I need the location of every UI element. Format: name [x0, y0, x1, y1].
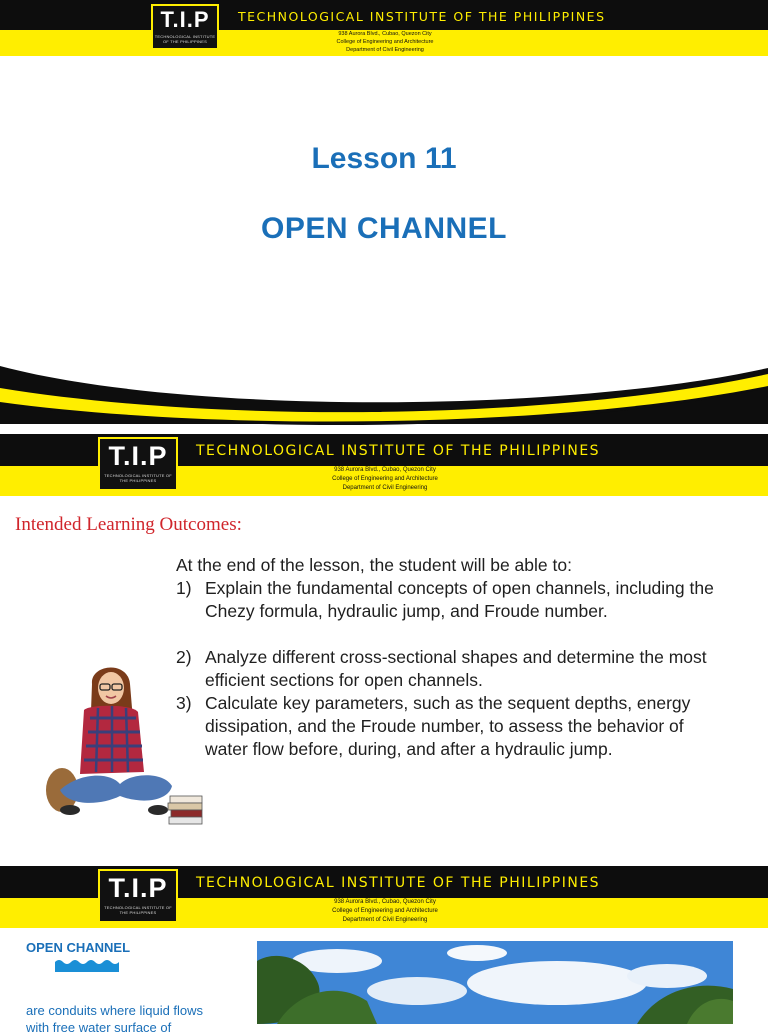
address-line-3: Department of Civil Engineering [342, 917, 428, 923]
tip-logo [98, 869, 178, 923]
lesson-title: OPEN CHANNEL [260, 212, 507, 245]
address-line-2: College of Engineering and Architecture [332, 476, 438, 482]
tip-logo-letters: T.I.P [160, 7, 210, 32]
outcome-text: Explain the fundamental concepts of open channels, including the Chezy formula, hydraulic jump, and Froude number. [205, 578, 714, 621]
address-line-2: College of Engineering and Architecture [332, 908, 438, 914]
tip-logo-subtitle: TECHNOLOGICAL INSTITUTE OF THE PHILIPPINES [154, 34, 216, 44]
outcomes-intro: At the end of the lesson, the student will be able to: [176, 555, 572, 575]
address-line-3: Department of Civil Engineering [346, 47, 424, 53]
section-heading: OPEN CHANNEL [26, 940, 131, 955]
tip-logo-letters: T.I.P [108, 441, 168, 471]
address-line-1: 938 Aurora Blvd., Cubao, Quezon City [334, 467, 436, 473]
institution-address [300, 30, 470, 54]
outcome-number: 2) [176, 647, 192, 667]
landscape-photo [257, 941, 733, 1024]
lesson-number: Lesson 11 [311, 142, 457, 175]
address-line-3: Department of Civil Engineering [342, 485, 428, 491]
address-line-1: 938 Aurora Blvd., Cubao, Quezon City [338, 31, 432, 37]
institution-address [300, 466, 470, 493]
tip-logo-letters: T.I.P [108, 873, 168, 903]
student-sitting-illustration [40, 662, 205, 832]
outcome-text: Calculate key parameters, such as the sequent depths, energy dissipation, and the Froude number, to assess the behavior of water flow before, during, and after a hydraulic jump. [205, 693, 691, 759]
address-line-1: 938 Aurora Blvd., Cubao, Quezon City [334, 899, 436, 905]
tip-logo-subtitle: TECHNOLOGICAL INSTITUTE OF THE PHILIPPINES [104, 473, 172, 483]
tip-logo-subtitle: TECHNOLOGICAL INSTITUTE OF THE PHILIPPINES [104, 905, 172, 915]
tip-logo [98, 437, 178, 491]
outcomes-heading: Intended Learning Outcomes: [15, 514, 242, 535]
footer-swoosh [0, 352, 768, 424]
institution-name: TECHNOLOGICAL INSTITUTE OF THE PHILIPPINES [238, 9, 606, 24]
slide-learning-outcomes [0, 434, 768, 858]
institution-name: TECHNOLOGICAL INSTITUTE OF THE PHILIPPINES [196, 875, 601, 891]
slide-title [0, 0, 768, 424]
tip-logo [151, 4, 219, 50]
institution-address [300, 898, 470, 925]
outcome-number: 3) [176, 693, 192, 713]
outcome-text: Analyze different cross-sectional shapes and determine the most efficient sections for open channels. [205, 647, 707, 690]
institution-name: TECHNOLOGICAL INSTITUTE OF THE PHILIPPINES [196, 443, 601, 459]
slide-open-channel [0, 866, 768, 1035]
section-description: are conduits where liquid flows with free water surface of [26, 1003, 204, 1035]
water-waves-icon [55, 958, 119, 972]
address-line-2: College of Engineering and Architecture [336, 39, 434, 45]
outcome-number: 1) [176, 578, 192, 598]
